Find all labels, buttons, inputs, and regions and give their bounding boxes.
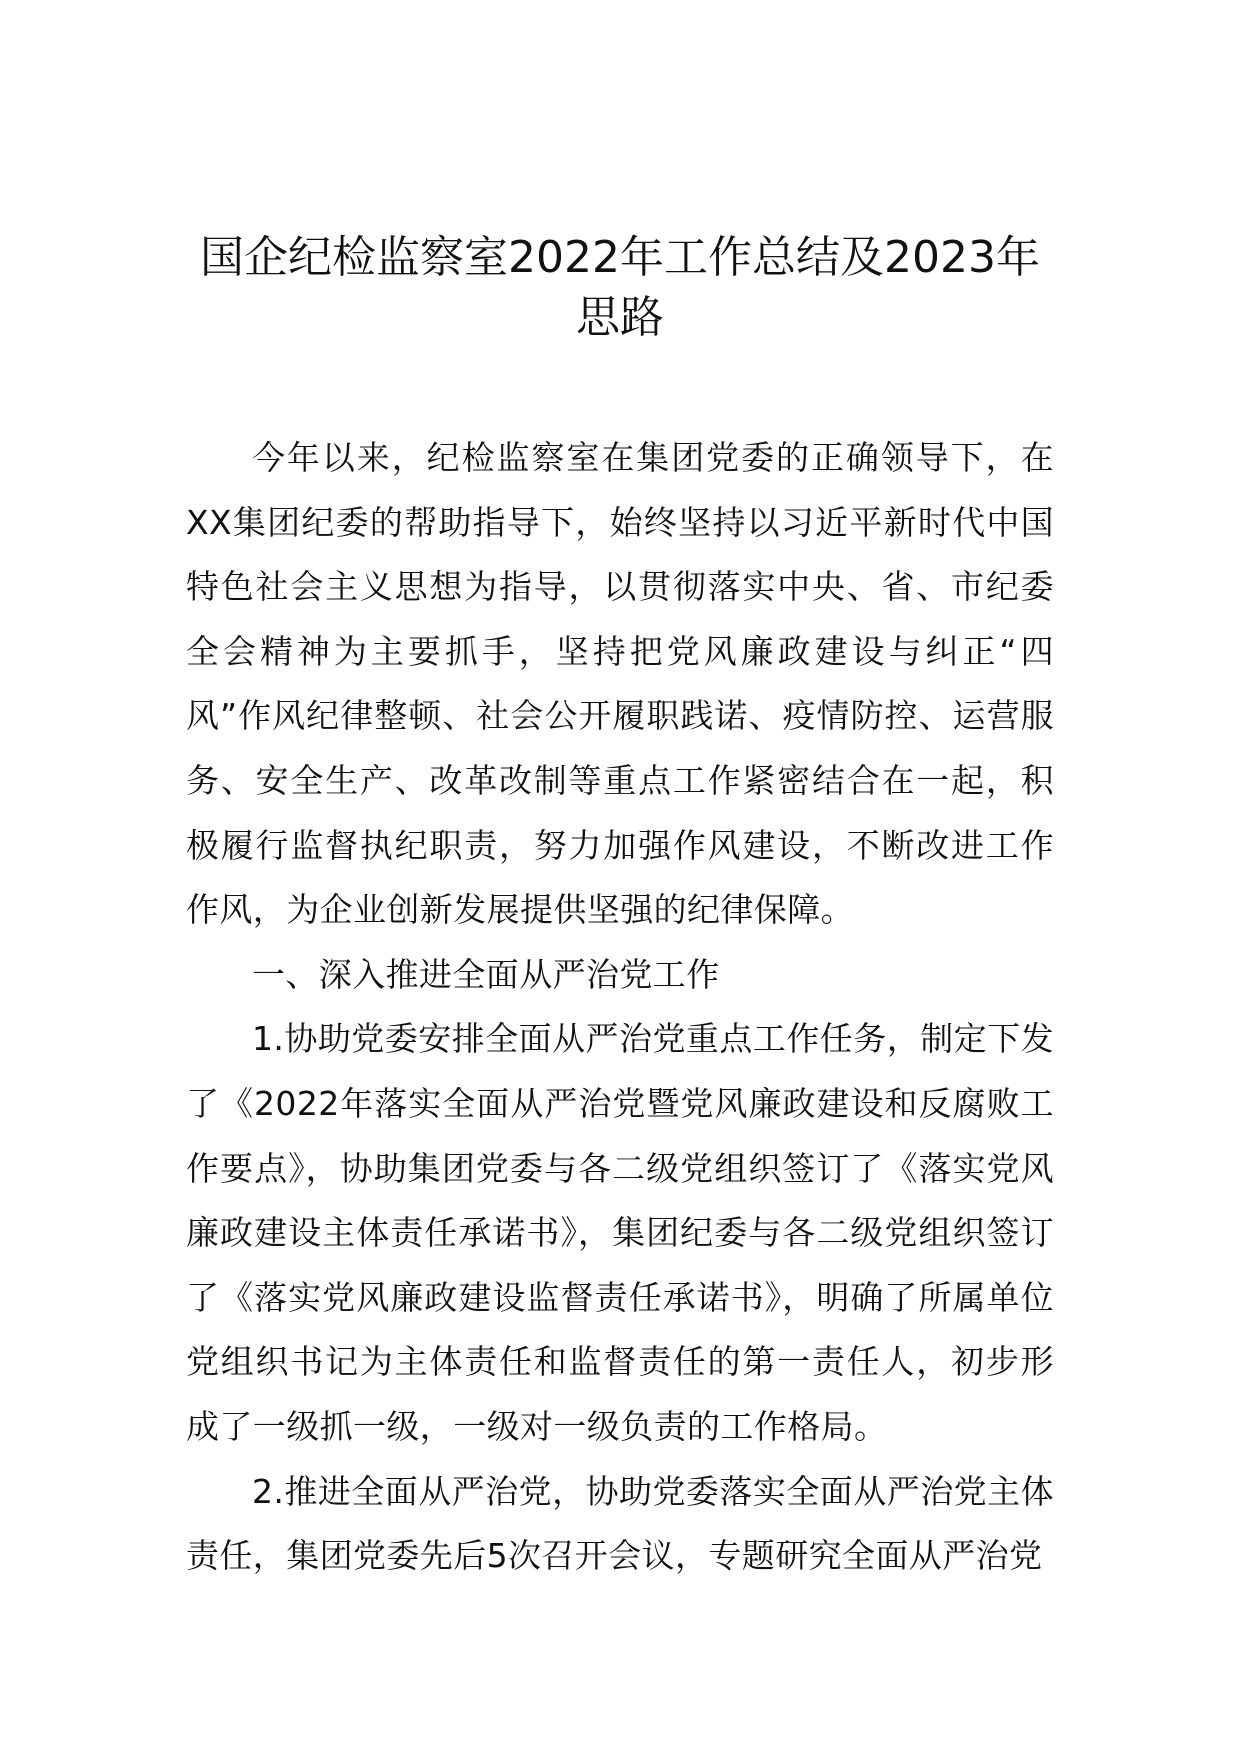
document-title [186,228,1054,348]
intro-paragraph: 今年以来，纪检监察室在集团党委的正确领导下，在XX集团纪委的帮助指导下，始终坚持以习近平新时代中国特色社会主义思想为指导，以贯彻落实中央、省、市纪委全会精神为主要抓手，坚持把党风廉政建设与纠正“四风”作风纪律整顿、社会公开履职践诺、疫情防控、运营服务、安全生产、改革改制等重点工作紧密结合在一起，积极履行监督执纪职责，努力加强作风建设，不断改进工作作风，为企业创新发展提供坚强的纪律保障。 [186,438,1054,930]
document-body [186,426,1054,1589]
section-heading: 一、深入推进全面从严治党工作 [252,954,720,994]
body-paragraph: 2.推进全面从严治党，协助党委落实全面从严治党主体责任，集团党委先后5次召开会议，专题研究全面从严治党 [186,1471,1054,1576]
title-line-1: 国企纪检监察室2022年工作总结及2023年 [200,232,1040,283]
title-line-2: 思路 [576,292,664,343]
body-paragraph: 1.协助党委安排全面从严治党重点工作任务，制定下发了《2022年落实全面从严治党暨党风廉政建设和反腐败工作要点》，协助集团党委与各二级党组织签订了《落实党风廉政建设主体责任承诺书》，集团纪委与各二级党组织签订了《落实党风廉政建设监督责任承诺书》，明确了所属单位党组织书记为主体责任和监督责任的第一责任人，初步形成了一级抓一级，一级对一级负责的工作格局。 [186,1019,1054,1446]
